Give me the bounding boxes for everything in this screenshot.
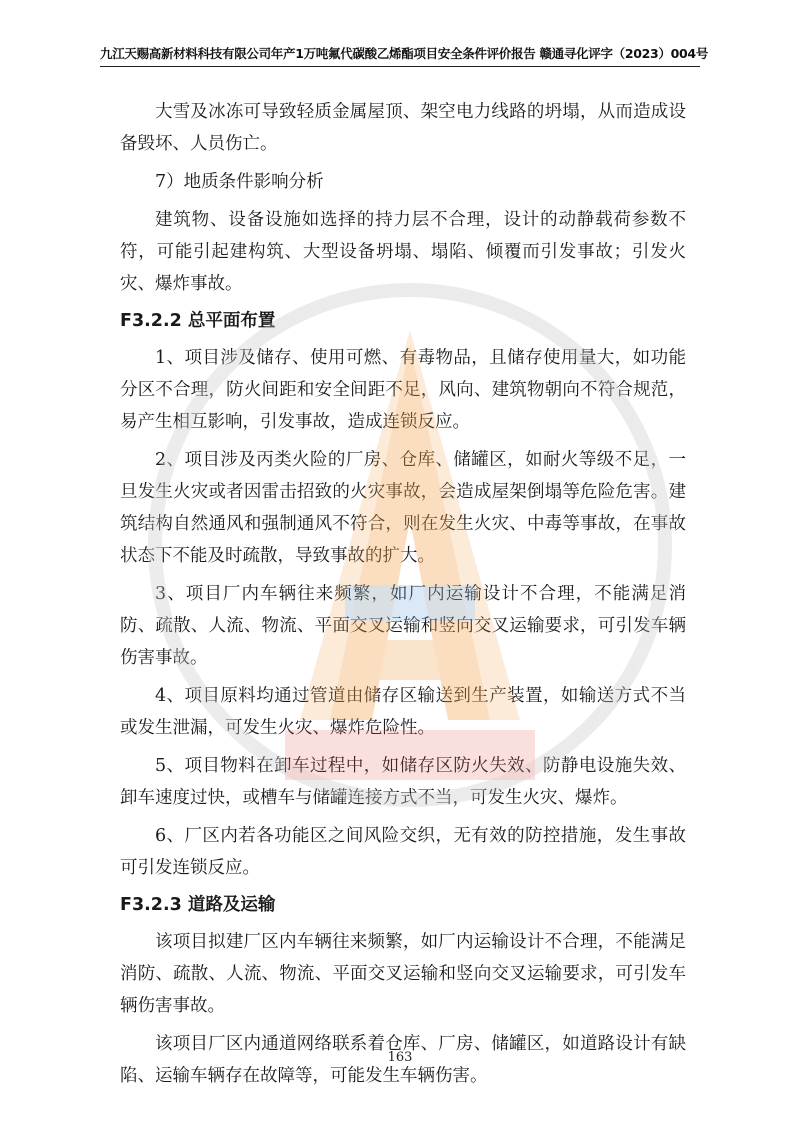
- paragraph-geology: 建筑物、设备设施如选择的持力层不合理，设计的动静载荷参数不符，可能引起建构筑、大型设备坍塌、塌陷、倾覆而引发事故；引发火灾、爆炸事故。: [120, 210, 686, 294]
- subhead-geology: 7）地质条件影响分析: [155, 172, 324, 192]
- section-heading-roads: F3.2.3 道路及运输: [120, 895, 276, 915]
- body-text: [120, 96, 686, 1098]
- paragraph-snow-ice: 大雪及冰冻可导致轻质金属屋顶、架空电力线路的坍塌，从而造成设备毁坏、人员伤亡。: [120, 102, 686, 154]
- list-item: 6、厂区内若各功能区之间风险交织，无有效的防控措施，发生事故可引发连锁反应。: [120, 826, 686, 878]
- section-heading-layout: F3.2.2 总平面布置: [120, 311, 276, 331]
- list-item: 3、项目厂内车辆往来频繁，如厂内运输设计不合理，不能满足消防、疏散、人流、物流、平面交叉运输和竖向交叉运输要求，可引发车辆伤害事故。: [120, 584, 686, 668]
- paragraph-roads-1: 该项目拟建厂区内车辆往来频繁，如厂内运输设计不合理，不能满足消防、疏散、人流、物流、平面交叉运输和竖向交叉运输要求，可引发车辆伤害事故。: [120, 932, 686, 1016]
- list-item: 2、项目涉及丙类火险的厂房、仓库、储罐区，如耐火等级不足，一旦发生火灾或者因雷击招致的火灾事故，会造成屋架倒塌等危险危害。建筑结构自然通风和强制通风不符合，则在发生火灾、中毒等事故，在事故状态下不能及时疏散，导致事故的扩大。: [120, 450, 686, 566]
- running-header: 九江天赐高新材料科技有限公司年产1万吨氟代碳酸乙烯酯项目安全条件评价报告 赣通寻化评字（2023）004号: [100, 44, 700, 67]
- list-item: 5、项目物料在卸车过程中，如储存区防火失效、防静电设施失效、卸车速度过快，或槽车与储罐连接方式不当，可发生火灾、爆炸。: [120, 756, 686, 808]
- paragraph-roads-2: 该项目厂区内通道网络联系着仓库、厂房、储罐区，如道路设计有缺陷、运输车辆存在故障等，可能发生车辆伤害。: [120, 1034, 686, 1086]
- page-number: 163: [387, 1050, 413, 1065]
- list-item: 1、项目涉及储存、使用可燃、有毒物品，且储存使用量大，如功能分区不合理，防火间距和安全间距不足，风向、建筑物朝向不符合规范，易产生相互影响，引发事故，造成连锁反应。: [120, 348, 686, 432]
- list-item: 4、项目原料均通过管道由储存区输送到生产装置，如输送方式不当或发生泄漏，可发生火灾、爆炸危险性。: [120, 686, 686, 738]
